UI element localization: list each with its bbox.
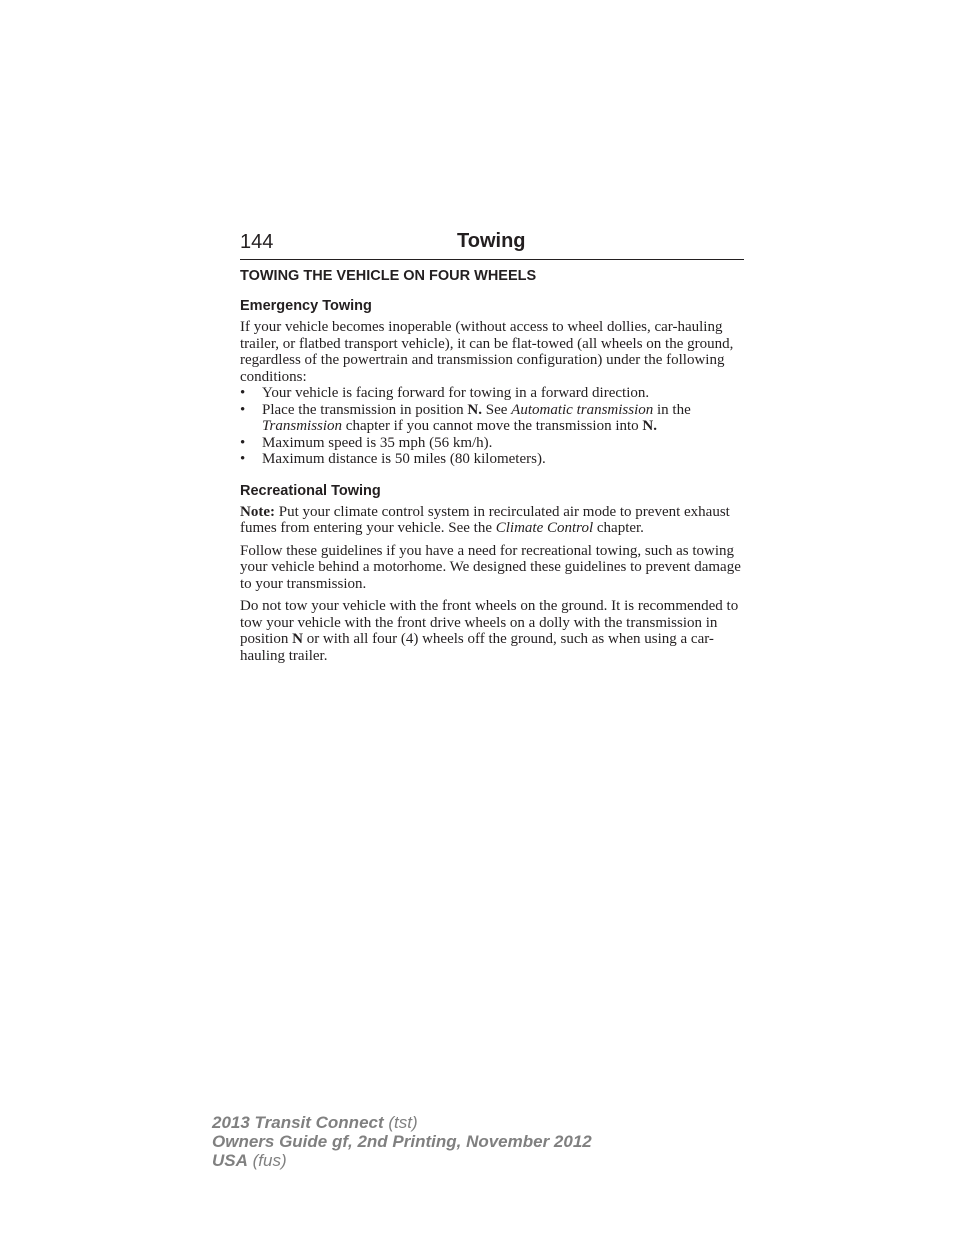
note-text: chapter. [593, 520, 644, 536]
climate-control-reference: Climate Control [495, 520, 594, 536]
list-item-text: Your vehicle is facing forward for towing in a forward direction. [262, 385, 650, 401]
position-n-bold: N [292, 631, 303, 647]
footer-market-code: (fus) [247, 1151, 287, 1170]
page-header [240, 228, 744, 260]
bullet-icon: • [240, 434, 246, 451]
list-item [240, 451, 744, 468]
footer-line-market [212, 1151, 592, 1170]
footer-model-code: (tst) [383, 1113, 418, 1132]
bullet-icon: • [240, 385, 246, 401]
emergency-towing-intro: If your vehicle becomes inoperable (without access to wheel dollies, car-hauling trailer, or flatbed transport vehicle), it can be flat-towed (all wheels on the ground, regardless of the powertrain and transmission configuration) under the following conditions: [240, 319, 734, 385]
towing-conditions-list [240, 385, 744, 468]
emergency-towing-heading: Emergency Towing [240, 298, 372, 314]
note-text: Put your climate control system in recirculated air mode to prevent exhaust fumes from entering your vehicle. See the [240, 503, 730, 536]
paragraph-text: or with all four (4) wheels off the ground, such as when using a car-hauling trailer. [240, 631, 714, 664]
list-item-text: Place the transmission in position [262, 401, 468, 418]
list-item-text: chapter if you cannot move the transmission into [342, 418, 643, 434]
paragraph-text: Do not tow your vehicle with the front wheels on the ground. It is recommended to tow your vehicle with the front drive wheels on a dolly with the transmission in position [240, 598, 739, 647]
footer-line-model [212, 1113, 592, 1132]
chapter-title: Towing [457, 230, 526, 252]
position-n-bold: N. [642, 418, 657, 434]
position-n-bold: N. [467, 401, 482, 418]
list-item-text: Maximum distance is 50 miles (80 kilometers). [262, 451, 546, 467]
list-item [240, 385, 744, 402]
main-content [240, 266, 744, 670]
transmission-chapter-reference: Transmission [262, 418, 343, 434]
recreational-towing-heading: Recreational Towing [240, 482, 381, 499]
page-number: 144 [240, 231, 274, 253]
section-title: TOWING THE VEHICLE ON FOUR WHEELS [240, 268, 537, 284]
list-item-text: See [482, 401, 512, 418]
footer-edition: Owners Guide gf, 2nd Printing, November 2012 [212, 1132, 592, 1151]
automatic-transmission-reference: Automatic transmission [511, 401, 654, 418]
footer-market: USA [212, 1151, 248, 1170]
front-wheels-warning [240, 598, 744, 664]
list-item-text: in the [653, 401, 691, 418]
page-footer [212, 1113, 592, 1170]
note-label: Note: [240, 503, 275, 520]
footer-model: 2013 Transit Connect [212, 1113, 384, 1132]
bullet-icon: • [240, 451, 246, 467]
climate-control-note [240, 504, 744, 537]
list-item-text: Maximum speed is 35 mph (56 km/h). [262, 434, 493, 451]
recreational-towing-guidelines: Follow these guidelines if you have a need for recreational towing, such as towing your vehicle behind a motorhome. We designed these guidelines to prevent damage to your transmission. [240, 542, 741, 592]
list-item [240, 435, 744, 452]
list-item [240, 402, 744, 435]
bullet-icon: • [240, 401, 246, 418]
